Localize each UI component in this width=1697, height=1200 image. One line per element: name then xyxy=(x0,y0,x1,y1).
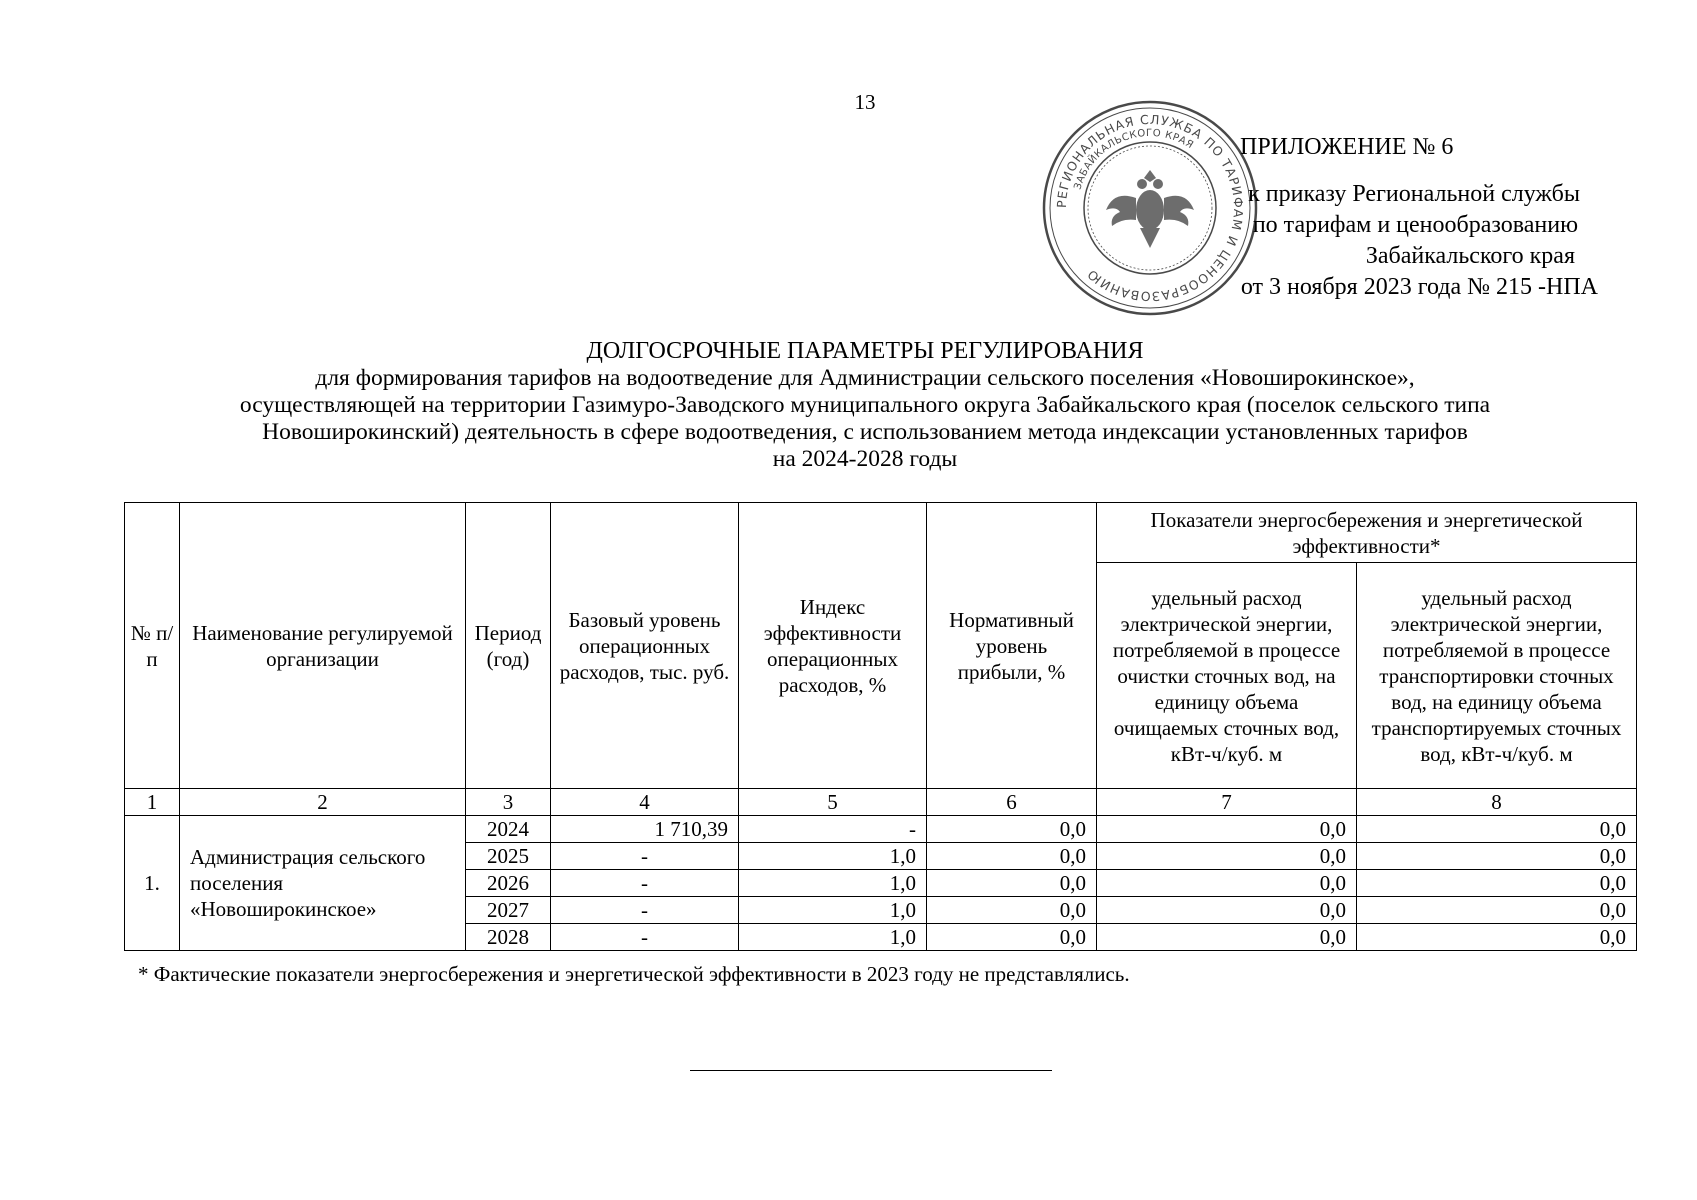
cell-base: - xyxy=(551,843,739,870)
cell-profit: 0,0 xyxy=(927,870,1097,897)
signature-line xyxy=(690,1070,1052,1071)
header-no: № п/п xyxy=(125,503,180,789)
footnote: * Фактические показатели энергосбережения и энергетической эффективности в 2023 году не представлялись. xyxy=(138,962,1130,986)
appendix-line: по тарифам и ценообразованию xyxy=(1252,212,1578,238)
cell-energy-transport: 0,0 xyxy=(1357,924,1637,951)
column-number: 2 xyxy=(180,789,466,816)
cell-profit: 0,0 xyxy=(927,843,1097,870)
heading-line: Новоширокинский) деятельность в сфере водоотведения, с использованием метода индексации установленных тарифов xyxy=(262,419,1468,445)
organization-name: Администрация сельского поселения «Новоширокинское» xyxy=(180,816,466,951)
appendix-line: к приказу Региональной службы xyxy=(1248,181,1580,207)
cell-base: - xyxy=(551,897,739,924)
appendix-block xyxy=(1120,132,1640,303)
heading-line: на 2024-2028 годы xyxy=(772,446,958,472)
cell-energy-cleaning: 0,0 xyxy=(1097,897,1357,924)
column-number: 3 xyxy=(466,789,551,816)
heading-line: осуществляющей на территории Газимуро-Заводского муниципального округа Забайкальского края (поселок сельского типа xyxy=(239,392,1491,418)
column-number: 4 xyxy=(551,789,739,816)
header-period: Период (год) xyxy=(466,503,551,789)
cell-base: - xyxy=(551,870,739,897)
appendix-line: от 3 ноября 2023 года № 215 -НПА xyxy=(1240,274,1598,300)
row-number: 1. xyxy=(125,816,180,951)
column-number: 5 xyxy=(739,789,927,816)
cell-energy-cleaning: 0,0 xyxy=(1097,924,1357,951)
column-number: 6 xyxy=(927,789,1097,816)
cell-index: 1,0 xyxy=(739,924,927,951)
parameters-table xyxy=(124,502,1637,951)
appendix-line: Забайкальского края xyxy=(1365,243,1575,269)
cell-energy-cleaning: 0,0 xyxy=(1097,843,1357,870)
cell-energy-cleaning: 0,0 xyxy=(1097,870,1357,897)
cell-year: 2027 xyxy=(466,897,551,924)
cell-index: 1,0 xyxy=(739,870,927,897)
cell-year: 2028 xyxy=(466,924,551,951)
cell-energy-cleaning: 0,0 xyxy=(1097,816,1357,843)
cell-profit: 0,0 xyxy=(927,897,1097,924)
column-number: 1 xyxy=(125,789,180,816)
header-energy-cleaning: удельный расход электрической энергии, потребляемой в процессе очистки сточных вод, на единицу объема очищаемых сточных вод, кВт-ч/куб. м xyxy=(1097,563,1357,789)
cell-index: - xyxy=(739,816,927,843)
heading-main: ДОЛГОСРОЧНЫЕ ПАРАМЕТРЫ РЕГУЛИРОВАНИЯ xyxy=(586,338,1144,364)
cell-energy-transport: 0,0 xyxy=(1357,816,1637,843)
column-number: 8 xyxy=(1357,789,1637,816)
header-base-opex: Базовый уровень операционных расходов, тыс. руб. xyxy=(551,503,739,789)
header-efficiency-index: Индекс эффективности операционных расходов, % xyxy=(739,503,927,789)
appendix-title: ПРИЛОЖЕНИЕ № 6 xyxy=(1240,134,1454,160)
heading-line: для формирования тарифов на водоотведение для Администрации сельского поселения «Новоширокинское», xyxy=(315,365,1415,391)
header-energy-transport: удельный расход электрической энергии, потребляемой в процессе транспортировки сточных вод, на единицу объема транспортируемых сточных вод, кВт-ч/куб. м xyxy=(1357,563,1637,789)
header-profit-level: Нормативный уровень прибыли, % xyxy=(927,503,1097,789)
seal-inner-text: ЗАБАЙКАЛЬСКОГО КРАЯ xyxy=(1072,127,1196,192)
header-organization: Наименование регулируемой организации xyxy=(180,503,466,789)
cell-energy-transport: 0,0 xyxy=(1357,843,1637,870)
cell-energy-transport: 0,0 xyxy=(1357,870,1637,897)
cell-profit: 0,0 xyxy=(927,924,1097,951)
cell-year: 2026 xyxy=(466,870,551,897)
cell-base: - xyxy=(551,924,739,951)
cell-profit: 0,0 xyxy=(927,816,1097,843)
cell-index: 1,0 xyxy=(739,897,927,924)
document-heading xyxy=(100,338,1630,473)
column-number-row xyxy=(125,789,1637,816)
cell-energy-transport: 0,0 xyxy=(1357,897,1637,924)
cell-year: 2024 xyxy=(466,816,551,843)
cell-year: 2025 xyxy=(466,843,551,870)
column-number: 7 xyxy=(1097,789,1357,816)
cell-index: 1,0 xyxy=(739,843,927,870)
seal-outer-text: РЕГИОНАЛЬНАЯ СЛУЖБА ПО ТАРИФАМ И ЦЕНООБРАЗОВАНИЮ xyxy=(1053,111,1247,305)
header-energy-group: Показатели энергосбережения и энергетической эффективности* xyxy=(1097,503,1637,563)
page-number: 13 xyxy=(854,90,876,114)
cell-base: 1 710,39 xyxy=(551,816,739,843)
table-row xyxy=(125,816,1637,843)
